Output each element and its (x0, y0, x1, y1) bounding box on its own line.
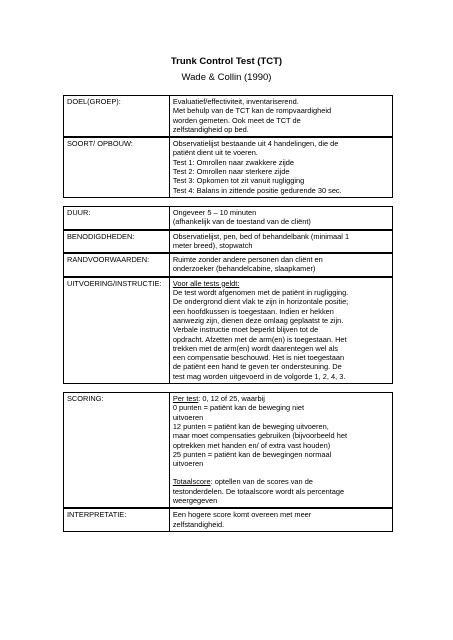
row-scoring (63, 392, 393, 508)
heading-rest: : optellen van de scores van de (210, 477, 313, 487)
row-label: UITVOERING/INSTRUCTIE: (63, 277, 169, 384)
text-line: een compensatie beschouwd. Het is niet toegestaan (172, 353, 345, 363)
text-line: patiënt dient uit te voeren. (172, 148, 258, 158)
total-heading-line (173, 477, 389, 486)
text-line: Evaluatief/effectiviteit, inventariserend. (172, 97, 299, 106)
row-content (169, 392, 393, 508)
section-heading: Totaalscore (172, 477, 211, 487)
text-line: aanwezig zijn, dienen deze omlaag geplaatst te zijn. (172, 315, 344, 325)
text-line: weergegeven (172, 495, 218, 505)
row-content (169, 230, 393, 254)
row-content (169, 137, 393, 198)
document-subtitle: Wade & Collin (1990) (181, 72, 272, 83)
text-line: testonderdelen. De totaalscore wordt als percentage (172, 486, 345, 496)
text-line: De test wordt afgenomen met de patiënt in rugligging. (172, 288, 349, 298)
row-duur (63, 206, 393, 230)
row-content (169, 253, 393, 277)
spacer-cell (63, 198, 393, 206)
row-content (169, 508, 393, 532)
row-label: SCORING: (63, 392, 169, 508)
text-line: uitvoeren (172, 412, 204, 422)
text-line: Een hogere score komt overeen met meer (172, 510, 312, 520)
row-uitvoering (63, 277, 393, 384)
tct-table (63, 95, 393, 532)
row-doel (63, 95, 393, 137)
row-label: DOEL(GROEP): (63, 95, 169, 137)
text-line: Ongeveer 5 – 10 minuten (172, 207, 257, 217)
row-label: SOORT/ OPBOUW: (63, 137, 169, 198)
document-title: Trunk Control Test (TCT) (170, 56, 283, 67)
text-line: worden gemeten. Ook meet de TCT de (172, 115, 301, 125)
text-line: zelfstandigheid op bed. (172, 124, 249, 134)
text-line: De ondergrond dient vlak te zijn in horizontale positie; (172, 297, 349, 307)
text-line: onderzoeker (behandelcabine, slaapkamer) (172, 264, 316, 274)
text-line: opdracht. Afzetten met de arm(en) is toegestaan. Het (172, 334, 347, 344)
heading-rest: : 0, 12 of 25, waarbij (198, 394, 265, 404)
scoring-heading-line (173, 394, 389, 403)
text-line: Ruimte zonder andere personen dan cliënt en (172, 255, 323, 265)
text-line: (afhankelijk van de toestand van de cliënt) (172, 217, 311, 227)
row-label: RANDVOORWAARDEN: (63, 253, 169, 277)
row-label: BENODIGDHEDEN: (63, 230, 169, 254)
row-content (169, 206, 393, 230)
text-line: 25 punten = patiënt kan de bewegingen normaal (172, 449, 332, 459)
row-randvoorwaarden (63, 253, 393, 277)
text-line: Observatielijst, pen, bed of behandelbank (minimaal 1 (172, 231, 350, 241)
text-line: zelfstandigheid. (172, 519, 225, 529)
section-heading: Per test (172, 394, 199, 404)
text-line: Test 3: Opkomen tot zit vanuit rugligging (172, 176, 305, 186)
text-line: optrekken met handen en/ of extra vast houden) (172, 440, 331, 450)
row-content (169, 277, 393, 384)
text-line: 0 punten = patiënt kan de beweging niet (172, 403, 305, 413)
text-line: uitvoeren (172, 459, 204, 469)
text-line: trekken met de arm(en) wordt daarentegen wel als (172, 343, 338, 353)
text-line: Verbale instructie moet beperkt blijven tot de (172, 325, 319, 335)
text-line: test mag worden uitgevoerd in de volgorde 1, 2, 4, 3. (172, 371, 346, 381)
row-spacer (63, 384, 393, 392)
text-line: de patiënt een hand te geven ter ondersteuning. De (172, 362, 342, 372)
text-line: Observatielijst bestaande uit 4 handelingen, die de (172, 139, 339, 149)
text-line: maar moet compensaties gebruiken (bijvoorbeeld het (172, 431, 347, 441)
row-label: INTERPRETATIE: (63, 508, 169, 532)
row-spacer (63, 198, 393, 206)
section-heading: Voor alle tests geldt: (172, 278, 240, 288)
row-interpretatie (63, 508, 393, 532)
text-line: Test 1: Omrollen naar zwakkere zijde (172, 157, 294, 167)
row-label: DUUR: (63, 206, 169, 230)
text-line: Test 4: Balans in zittende positie gedurende 30 sec. (172, 185, 342, 195)
row-soort (63, 137, 393, 198)
text-line: meter breed), stopwatch (172, 240, 253, 250)
text-line: 12 punten = patiënt kan de beweging uitvoeren, (172, 421, 329, 431)
text-line: Test 2: Omrollen naar sterkere zijde (172, 167, 290, 177)
row-content (169, 95, 393, 137)
row-benodigdheden (63, 230, 393, 254)
text-line: een hoofdkussen is toegestaan. Indien er hekken (172, 306, 334, 316)
spacer-cell (63, 384, 393, 392)
text-line: Met behulp van de TCT kan de rompvaardigheid (172, 106, 332, 116)
